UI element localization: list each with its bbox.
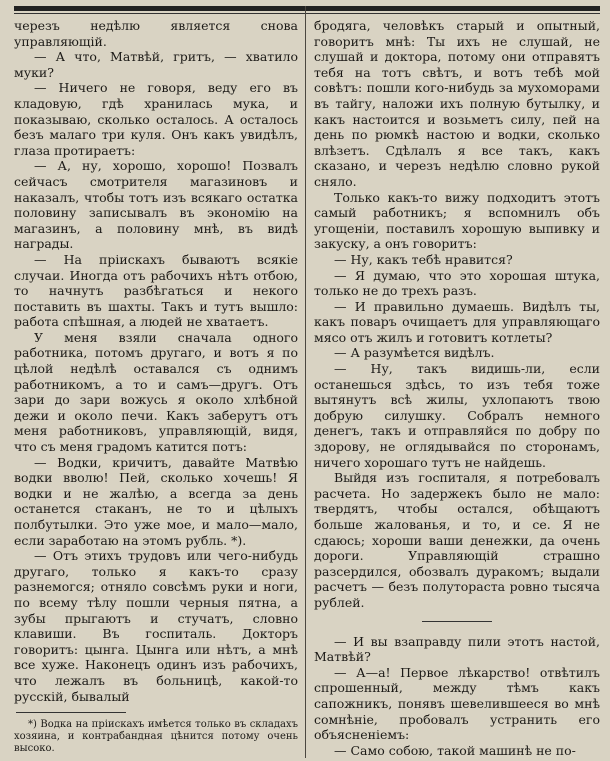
paragraph: У меня взяли сначала одного работника, потомъ другаго, и вотъ я по цѣлой недѣлѣ оставался съ однимъ работникомъ, а то и самъ—другъ. Отъ зари до зари вожусь я около хлѣбной дежи и около печи. Какъ заберутъ отъ меня работниковъ, управляющій, видя, что съ меня градомъ катится потъ:: [14, 329, 298, 455]
paragraph: — На пріискахъ бываютъ всякіе случаи. Иногда отъ рабочихъ нѣтъ отбою, то начнутъ разбѣгаться и некого поставить въ шахты. Такъ и тутъ вышло: работа спѣшная, а людей не хватаетъ.: [14, 251, 298, 330]
paragraph: Только какъ-то вижу подходитъ этотъ самый работникъ; я вспомнилъ объ угощеніи, поставилъ хорошую выпивку и закуску, а онъ говоритъ:: [314, 189, 600, 252]
paragraph: — Отъ этихъ трудовъ или чего-нибудь другаго, только я какъ-то сразу разнемогся; отняло совсѣмъ руки и ноги, по всему тѣлу пошли черныя пятна, а зубы прыгаютъ и стучатъ, словно клавиши. Въ госпиталь. Докторъ говоритъ: цынга. Цынга или нѣтъ, а мнѣ все хуже. Наконецъ одинъ изъ рабочихъ, что лежалъ въ больницѣ, какой-то русскій, бывалый: [14, 548, 298, 704]
top-rule-thick: [14, 6, 600, 11]
paragraph: — Само собою, такой машинѣ не по-: [334, 742, 576, 758]
section-divider: [422, 621, 492, 622]
paragraph: — Водки, кричитъ, давайте Матвѣю водки вволю! Пей, сколько хочешь! Я водки и не жалѣю, а всегда за день останется стаканъ, не то и цѣлыхъ полбутылки. Это уже мое, и мало—мало, если заработаю на этомъ рубль. *).: [14, 454, 298, 548]
paragraph: — Ну, такъ видишь-ли, если останешься здѣсь, то изъ тебя тоже вытянутъ всѣ жилы, ухлопаютъ твою добрую силушку. Собралъ немного денегъ, такъ и отправляйся по добру по здорову, не оглядывайся по сторонамъ, ничего хорошаго тутъ не найдешь.: [314, 361, 600, 470]
footnote-divider: [16, 712, 126, 713]
paragraph: — Я думаю, что это хорошая штука, только не до трехъ разъ.: [314, 267, 600, 299]
paragraph: — И правильно думаешь. Видѣлъ ты, какъ поваръ очищаетъ для управляющаго мясо отъ жилъ и готовитъ котлеты?: [314, 298, 600, 345]
right-column: [314, 18, 600, 758]
paragraph: — Ничего не говоря, веду его въ кладовую, гдѣ хранилась мука, и показываю, сколько осталось. А осталось безъ малаго три куля. Онъ какъ увидѣлъ, глаза протираетъ:: [14, 80, 298, 158]
paragraph: — А разумѣется видѣлъ.: [334, 345, 495, 361]
column-divider: [305, 6, 306, 758]
paragraph: бродяга, человѣкъ старый и опытный, говоритъ мнѣ: Ты ихъ не слушай, не слушай и доктора, потому они отправятъ тебя на тотъ свѣтъ, и вотъ тебѣ мой совѣтъ: пошли кого-нибудь за мухоморами въ тайгу, наложи ихъ полную бутылку, и какъ настоится и возьметъ силу, пей на день по рюмкѣ настою и водки, сколько влѣзетъ. Сдѣлалъ я все такъ, какъ сказано, и черезъ недѣлю словно рукой сняло.: [314, 18, 600, 189]
paragraph: — А—а! Первое лѣкарство! отвѣтилъ спрошенный, между тѣмъ какъ сапожникъ, понявъ шевелившееся во мнѣ сомнѣніе, пробовалъ устранить его объясненіемъ:: [314, 664, 600, 743]
paragraph: черезъ недѣлю является снова управляющій.: [14, 18, 298, 49]
paragraph: — И вы взаправду пили этотъ настой, Матвѣй?: [314, 633, 600, 665]
top-rule-thin: [14, 13, 600, 14]
left-column: [14, 18, 298, 758]
paragraph: — А что, Матвѣй, гритъ, — хватило муки?: [14, 49, 298, 80]
footnote: *) Водка на пріискахъ имѣется только въ складахъ хозяина, и контрабандная цѣнится потому очень высоко.: [14, 719, 298, 755]
paragraph: — А, ну, хорошо, хорошо! Позвалъ сейчасъ смотрителя магазиновъ и наказалъ, чтобы тотъ изъ всякаго остатка половину записывалъ въ экономію на магазинъ, а половину мнѣ, въ видѣ награды.: [14, 158, 298, 252]
paragraph: — Ну, какъ тебѣ нравится?: [334, 251, 513, 267]
paragraph: Выйдя изъ госпиталя, я потребовалъ расчета. Но задержекъ было не мало: твердятъ, чтобы остался, обѣщаютъ больше жалованья, и то, и се. Я не сдаюсь; хороши ваши денежки, да очень дороги. Управляющій страшно разсердился, обозвалъ дуракомъ; выдали расчетъ — безъ полутораста ровно тысяча рублей.: [314, 470, 600, 610]
